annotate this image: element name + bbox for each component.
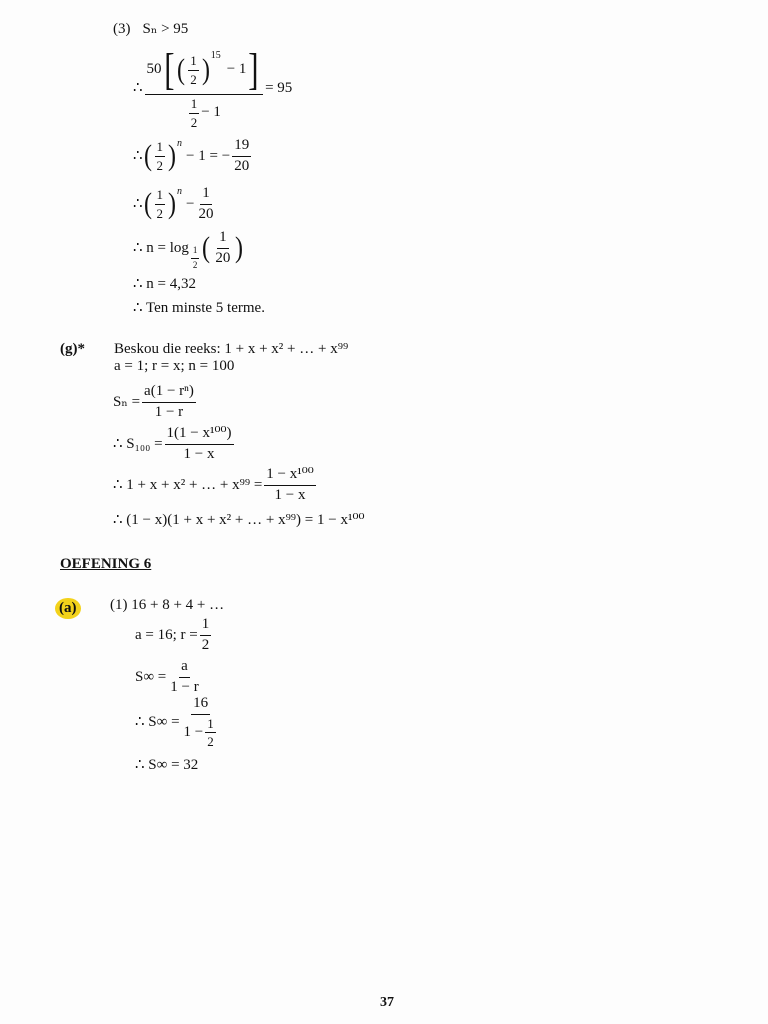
f3-condition-text: Sₙ > 95 — [142, 21, 189, 37]
g-intro: Beskou die reeks: 1 + x + x² + … + x⁹⁹ — [114, 341, 349, 357]
exercise-sinf-sub: ∴ S∞ = 16 1 − $\frac{1}{2}$ — [135, 695, 214, 750]
exercise-result: ∴ S∞ = 32 — [135, 757, 199, 773]
f3-condition — [113, 22, 188, 37]
exercise-part-label: (a) — [55, 598, 81, 619]
exercise-params: a = 16; r = $\frac{1}{2}$ — [135, 616, 210, 653]
f3-step1 — [133, 45, 293, 130]
g-params: a = 1; r = x; n = 100 — [114, 358, 235, 374]
f3-step1-fraction: 50 [ ( $\frac{1}{2}$ ) $^{15}$ − 1 ] $\frac{1}{2}$ − 1 — [145, 48, 264, 129]
f3-label: (3) — [113, 21, 131, 37]
f3-exponent: 15 — [210, 49, 221, 61]
g-series: ∴ 1 + x + x² + … + x⁹⁹ = $\frac{\text{1 − x¹⁰⁰}}{1 - x}$ — [113, 466, 314, 503]
f3-step2: ∴ ( $\frac{1}{2}$ ) $^n$ − 1 = − $\frac{19}{20}$ — [133, 137, 250, 174]
g-s100: ∴ S₁₀₀ = $\frac{\text{1(1 − x¹⁰⁰)}}{1 - x}$ — [113, 425, 232, 462]
exercise-heading: OEFENING 6 — [60, 556, 152, 572]
therefore-symbol: ∴ — [133, 80, 143, 97]
g-final: ∴ (1 − x)(1 + x + x² + … + x⁹⁹) = 1 − x¹⁰⁰ — [113, 512, 365, 528]
f3-coef: 50 — [146, 61, 162, 78]
f3-step6: ∴ Ten minste 5 terme. — [133, 300, 265, 316]
exercise-item: (1) 16 + 8 + 4 + … — [110, 597, 225, 613]
page-number: 37 — [380, 995, 394, 1010]
f3-step4: ∴ n = log $\frac{1}{2}$ ( $\frac{1}{20}$ ) — [133, 229, 244, 270]
f3-rhs: = 95 — [265, 80, 293, 97]
f3-step3: ∴ ( $\frac{1}{2}$ ) $^n$ − $\frac{1}{20}$ — [133, 185, 214, 222]
g-label: (g)* — [60, 341, 85, 357]
exercise-sinf-formula: S∞ = $\frac{a}{1 - r}$ — [135, 658, 199, 695]
g-sn-formula: Sₙ = $\frac{\text{a(1 − rⁿ)}}{1 - r}$ — [113, 383, 194, 420]
f3-step5: ∴ n = 4,32 — [133, 276, 197, 292]
